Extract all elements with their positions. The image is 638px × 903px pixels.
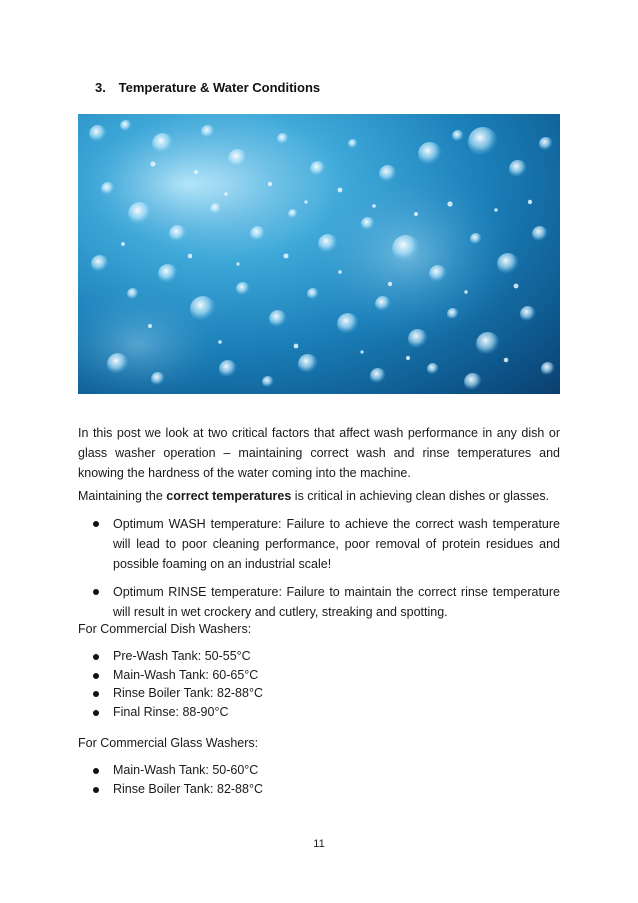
glass-washers-heading: For Commercial Glass Washers: <box>78 736 259 750</box>
list-item-text: Main-Wash Tank: 60-65°C <box>113 667 259 682</box>
dish-washers-list <box>78 647 560 721</box>
section-title: Temperature & Water Conditions <box>118 80 321 95</box>
list-item <box>78 666 560 685</box>
bullet-icon <box>93 654 99 660</box>
list-item-text: Final Rinse: 88-90°C <box>113 704 229 719</box>
bullet-icon <box>93 589 99 595</box>
list-item-text: Optimum WASH temperature: Failure to achieve the correct wash temperature will lead to poor cleaning performance, poor removal of protein residues and possible foaming on an industrial scale! <box>113 517 560 571</box>
bullet-icon <box>93 710 99 716</box>
list-item-text: Rinse Boiler Tank: 82-88°C <box>113 686 263 700</box>
list-item <box>78 514 560 574</box>
temperatures-text-before: Maintaining the <box>78 489 167 503</box>
list-item-text: Pre-Wash Tank: 50-55°C <box>113 649 251 663</box>
list-item <box>78 780 560 799</box>
temperatures-bold-text: correct temperatures <box>166 489 292 503</box>
temperatures-paragraph <box>78 486 560 506</box>
bubbles-illustration <box>78 114 560 394</box>
page-number: 11 <box>313 838 325 850</box>
list-item-text: Main-Wash Tank: 50-60°C <box>113 763 259 777</box>
section-number: 3. <box>95 80 106 95</box>
water-bubbles-photo <box>78 114 560 394</box>
list-item-text: Rinse Boiler Tank: 82-88°C <box>113 781 263 796</box>
list-item <box>78 582 560 622</box>
glass-washers-list <box>78 761 560 798</box>
intro-paragraph: In this post we look at two critical factors that affect wash performance in any dish or glass washer operation – maintaining correct wash and rinse temperatures and knowing the hardness of the water coming into the machine. <box>78 426 560 480</box>
bullet-icon <box>93 673 99 679</box>
bullet-icon <box>93 787 99 793</box>
bullet-icon <box>93 768 99 774</box>
bullet-icon <box>93 521 99 527</box>
key-temperature-list <box>78 514 560 630</box>
temperatures-text-after: is critical in achieving clean dishes or glasses. <box>291 489 550 503</box>
dish-washers-heading: For Commercial Dish Washers: <box>78 622 252 636</box>
section-heading <box>95 80 320 95</box>
list-item <box>78 703 560 722</box>
list-item <box>78 647 560 666</box>
list-item <box>78 684 560 703</box>
bullet-icon <box>93 691 99 697</box>
list-item <box>78 761 560 780</box>
list-item-text: Optimum RINSE temperature: Failure to maintain the correct rinse temperature will result in wet crockery and cutlery, streaking and spotting. <box>113 585 560 619</box>
